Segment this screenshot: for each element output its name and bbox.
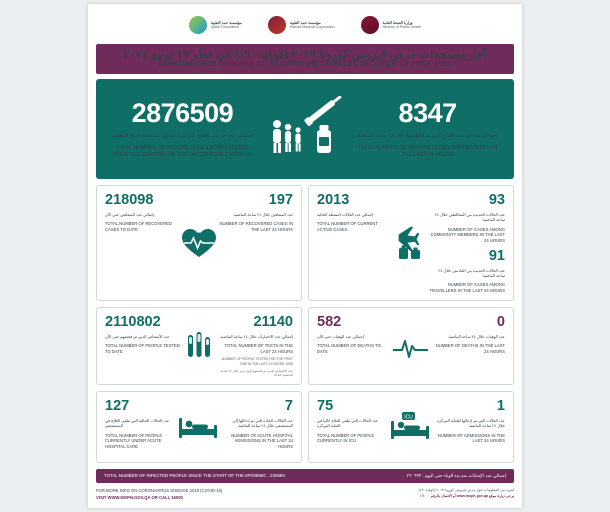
qatar-foundation-icon	[189, 16, 207, 34]
deaths-24h-en: NUMBER OF DEATHS IN THE LAST 24 HOURS	[435, 343, 505, 354]
tests-24h-block	[216, 314, 293, 378]
logo-qatar-foundation	[189, 16, 242, 34]
active-total-block	[317, 192, 393, 294]
hospital-total-en: TOTAL NUMBER OF PEOPLE CURRENTLY UNDER ACUTE HOSPITAL CARE	[105, 432, 163, 449]
hospital-bed-icon	[176, 398, 222, 456]
active-total-en: TOTAL NUMBER OF CURRENT ACTIVE CASES	[317, 221, 378, 232]
card-tests	[96, 307, 302, 385]
deaths-24h-value: 0	[496, 313, 505, 330]
ministry-health-icon	[361, 16, 379, 34]
total-doses-block	[110, 98, 255, 159]
logo-0-en: Qatar Foundation	[210, 25, 239, 29]
logo-0-ar: مؤسسة حمد الطبية	[210, 20, 242, 25]
logo-2-en: Ministry of Public Health	[382, 25, 422, 29]
hospital-24h-en: NUMBER OF ACUTE HOSPITAL ADMISSIONS IN THE LAST 24 HOURS	[231, 432, 293, 449]
recovered-total-ar: إجمالي عدد المتعافين حتى الآن	[105, 212, 155, 217]
icu-total-ar: عدد الحالات التي تتلقى العلاج حالياً في العناية المركزة	[317, 417, 379, 429]
doses-24h-block	[355, 98, 500, 159]
community-cases-en: NUMBER OF CASES AMONG COMMUNITY MEMBERS IN THE LAST 24 HOURS	[430, 226, 505, 243]
icu-24h-en: NUMBER OF ADMISSIONS IN THE LAST 24 HOURS	[437, 432, 505, 444]
traveller-cases-en: NUMBER OF CASES AMONG TRAVELLERS IN THE LAST 24 HOURS	[429, 282, 505, 293]
hamad-medical-icon	[268, 16, 286, 34]
icu-total-block	[317, 398, 388, 456]
hospital-total-ar: عدد الحالات الحالية التي تتلقى العلاج في المستشفى	[105, 417, 170, 429]
deaths-total-en: TOTAL NUMBER OF DEATHS TO DATE	[317, 343, 381, 354]
deaths-total-value: 582	[317, 313, 342, 330]
doses-24h-ar: إجمالي عدد جرعات اللقاح التي تم إعطاؤها خلال ٢٤ ساعة الماضية	[357, 132, 498, 139]
tested-total-value: 2110802	[105, 313, 161, 330]
logo-1-en: Hamad Medical Corporation	[289, 25, 335, 29]
heartbeat-icon	[179, 192, 219, 294]
community-cases-value: 93	[488, 192, 505, 208]
logo-bar	[88, 4, 522, 42]
deaths-24h-block	[431, 314, 505, 378]
traveller-cases-ar: عدد الحالات الجديدة بين القادمين خلال ٢٤ ساعة الماضية	[438, 267, 505, 278]
hospital-24h-value: 7	[284, 397, 293, 414]
test-tubes-icon	[182, 314, 216, 378]
page-title-ar: آخر مستجدات مرض فيروس كورونا ٢٠١٩ (كوفيد- ١٩) في قطر ١٩ يونيو ٢٠٢١	[123, 49, 487, 61]
tests-24h-ar: إجمالي عدد الاختبارات خلال ٢٤ ساعة الماضية	[220, 333, 293, 339]
doses-24h-value: 8347	[398, 97, 457, 128]
total-doses-ar: إجمالي عدد جرعات اللقاح التي تم إعطاؤها منذ بداية حملة التطعيم	[112, 132, 253, 139]
page-title	[96, 44, 514, 74]
tests-24h-en: TOTAL NUMBER OF TESTS IN THE LAST 24 HOURS	[224, 343, 293, 354]
tests-24h-value: 21140	[253, 313, 293, 330]
deaths-total-block	[317, 314, 391, 378]
card-hospital-care	[96, 391, 302, 463]
icu-24h-block	[434, 398, 505, 456]
deaths-total-ar: إجمالي عدد الوفيات حتى الآن	[317, 333, 364, 339]
first-time-tested-note-ar: عدد الأشخاص الذين تم فحصهم لأول مرة خلال ٢٤ ساعة الماضية: ٥٢٥٥	[220, 369, 293, 378]
logo-1-ar: مؤسسة حمد الطبية	[289, 20, 321, 25]
svg-text:ICU: ICU	[404, 414, 413, 421]
doses-24h-en: TOTAL NUMBER OF VACCINE DOSES ADMINISTERED IN THE LAST 24 HOURS	[357, 144, 498, 158]
icu-24h-value: 1	[496, 397, 505, 414]
icu-bed-icon	[388, 398, 434, 456]
stats-grid	[96, 185, 514, 463]
recovered-24h-block	[219, 192, 293, 294]
active-24h-block	[429, 192, 505, 294]
visit-link-ar[interactable]: يرجى زيارة موقع www.moph.gov.qa أو الاتصال بالرقم ١٦٠٠٠	[420, 493, 514, 498]
first-time-tested-note-en: NUMBER OF PEOPLE TESTED FOR THE FIRST TIME IN THE LAST 24 HOURS: 5255	[221, 357, 293, 366]
active-total-ar: إجمالي عدد الحالات النشطة الحالية	[317, 212, 374, 217]
total-doses-value: 2876509	[131, 97, 234, 128]
total-doses-en: TOTAL NUMBER OF VACCINE DOSES ADMINISTERED SINCE THE STARTING OF THE VACCINATION CAMPAIGN	[112, 144, 253, 158]
card-icu	[308, 391, 514, 463]
tested-total-ar: عدد الأشخاص الذين تم فحصهم حتى الآن	[105, 333, 170, 339]
more-info-en: FOR MORE INFO ON CORONAVIRUS DISEASE 2019 (COVID-19)	[96, 487, 223, 493]
deaths-24h-ar: عدد الوفيات خلال ٢٤ ساعة الماضية	[448, 333, 505, 339]
tested-total-block	[105, 314, 182, 378]
recovered-total-block	[105, 192, 179, 294]
vaccination-illustration	[255, 96, 355, 160]
logo-hamad-medical-corporation	[268, 16, 335, 34]
tested-total-en: TOTAL NUMBER OF PEOPLE TESTED TO DATE	[105, 343, 180, 354]
flatline-icon	[391, 314, 431, 378]
more-info-line	[96, 488, 514, 501]
hospital-total-block	[105, 398, 176, 456]
page-title-en: CORONAVIRUS DISEASE 2019 (COVID-19) UPDATES IN QATAR 19 JUNE 2021	[158, 59, 452, 69]
active-total-value: 2013	[317, 192, 350, 208]
card-active-cases	[308, 185, 514, 301]
total-infected-en: TOTAL NUMBER OF INFECTED PEOPLE SINCE THE START OF THE EPIDEMIC : 220693	[104, 473, 285, 479]
total-infected-bar	[96, 469, 514, 483]
hospital-24h-block	[222, 398, 293, 456]
recovered-24h-ar: عدد المتعافين خلال ٢٤ ساعة الماضية	[233, 212, 293, 217]
infographic-sheet	[88, 4, 522, 508]
recovered-24h-en: NUMBER OF RECOVERED CASES IN THE LAST 24 HOURS	[219, 221, 293, 232]
logo-2-ar: وزارة الصحة العامة	[382, 20, 413, 25]
more-info-ar: لمزيد من المعلومات حول مرض فيروس كورونا ٢٠١٩ (كوفيد- ١٩)	[418, 487, 514, 492]
hospital-total-value: 127	[105, 397, 130, 414]
icu-total-en: TOTAL NUMBER OF PEOPLE CURRENTLY IN ICU	[317, 432, 375, 444]
recovered-24h-value: 197	[268, 192, 293, 208]
logo-ministry-of-public-health	[361, 16, 422, 34]
visit-link-en[interactable]: VISIT WWW.MOPH.GOV.QA OR CALL 16000	[96, 495, 183, 501]
travel-icon	[393, 192, 429, 294]
hospital-24h-ar: عدد الحالات الحادة التي تم إدخالها إلى المستشفى خلال ٢٤ ساعة الماضية	[232, 417, 293, 429]
icu-24h-ar: عدد الحالات التي تم إدخالها للعناية المركزة خلال ٢٤ ساعة الماضية	[437, 417, 505, 429]
community-cases-ar: عدد الحالات الجديدة بين المخالطين خلال ٢٤ ساعة الماضية	[434, 212, 505, 223]
recovered-total-value: 218098	[105, 192, 154, 208]
traveller-cases-value: 91	[488, 247, 505, 264]
total-infected-ar: إجمالي عدد الإصابات منذ بدء الوباء حتى اليوم : ٢٢٠٦٩٣	[406, 472, 506, 478]
icu-total-value: 75	[317, 397, 334, 414]
card-recovered-cases	[96, 185, 302, 301]
recovered-total-en: TOTAL NUMBER OF RECOVERED CASES TO DATE	[105, 221, 172, 232]
vaccine-summary-banner	[96, 79, 514, 179]
card-deaths	[308, 307, 514, 385]
